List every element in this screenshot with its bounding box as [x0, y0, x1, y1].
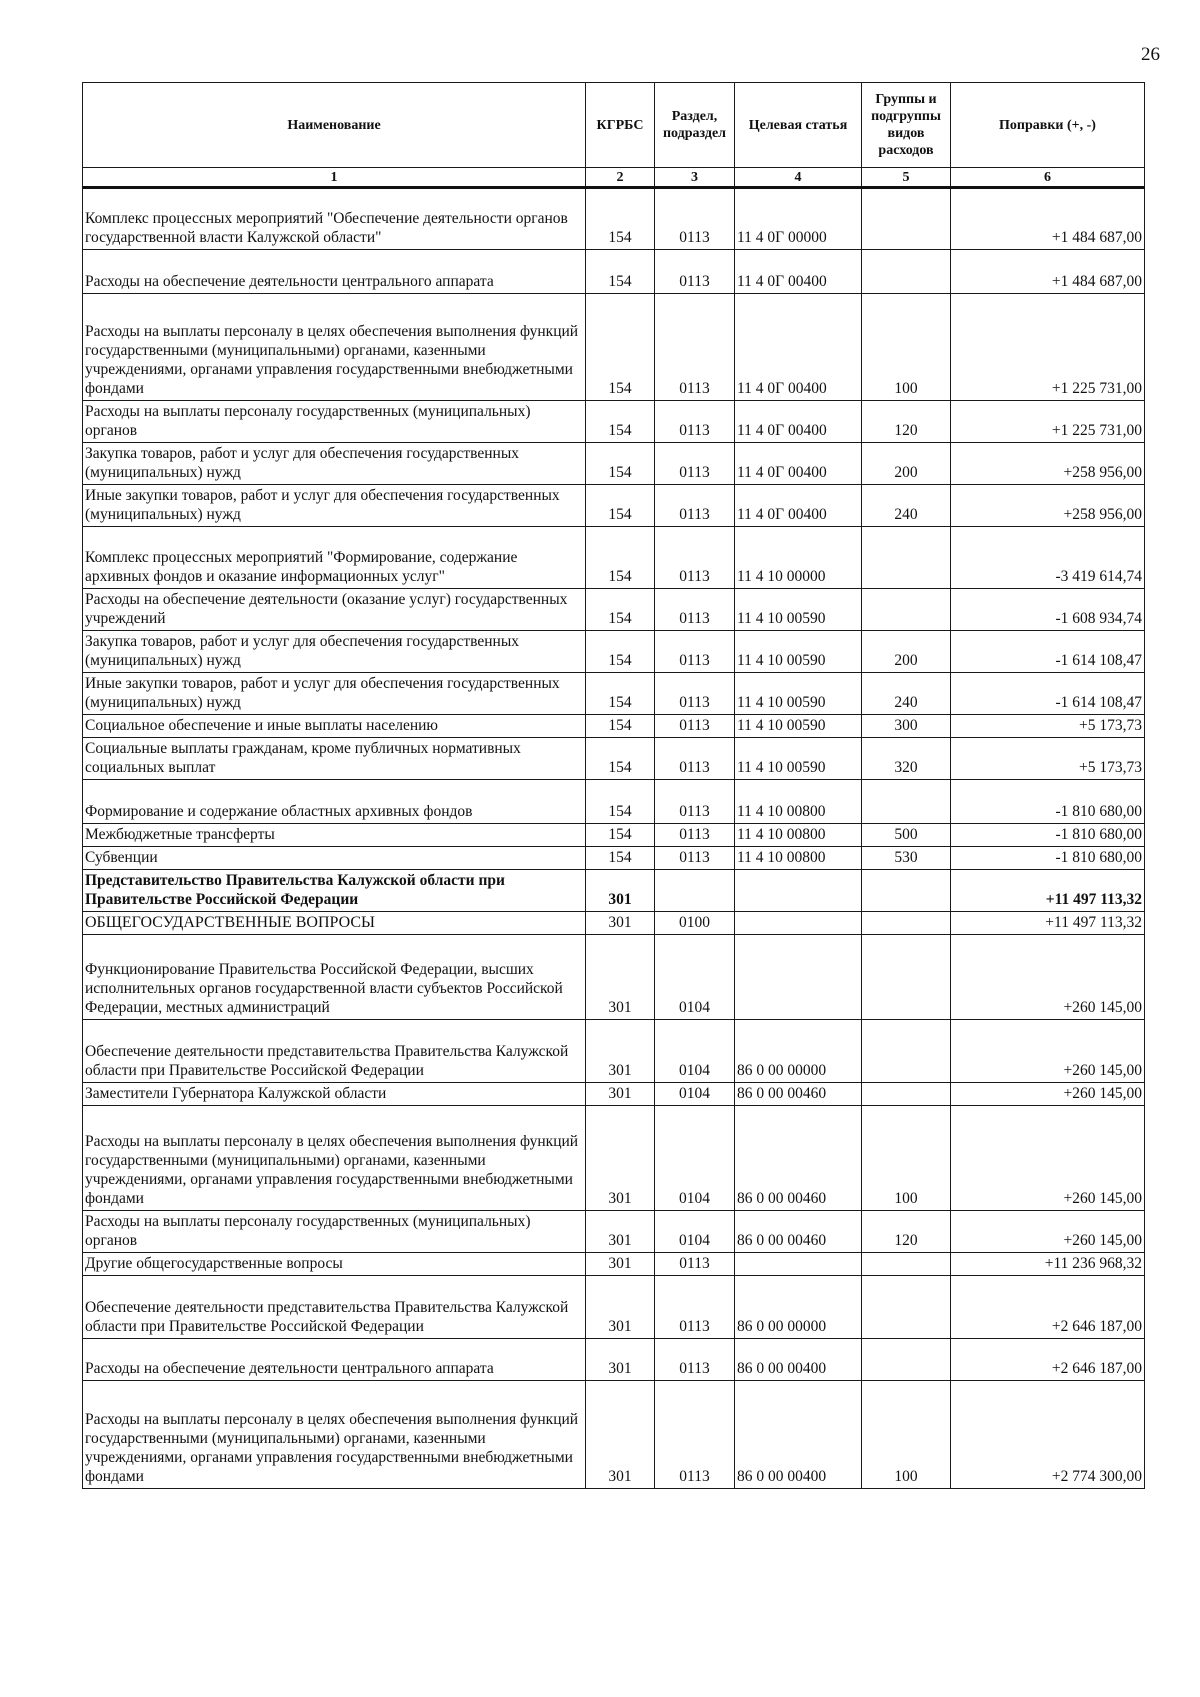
row-kgrbs: 301	[586, 1106, 655, 1211]
row-amount: -1 608 934,74	[951, 589, 1145, 631]
header-name: Наименование	[83, 83, 586, 168]
table-row	[83, 443, 1145, 485]
row-section: 0113	[655, 824, 735, 847]
row-amount: +11 497 113,32	[951, 870, 1145, 912]
row-name: Расходы на обеспечение деятельности центрального аппарата	[83, 1339, 586, 1381]
col-number: 6	[951, 168, 1145, 188]
row-kgrbs: 154	[586, 673, 655, 715]
table-row	[83, 294, 1145, 401]
row-group: 100	[862, 1381, 951, 1489]
row-amount: +260 145,00	[951, 1020, 1145, 1083]
row-section: 0113	[655, 294, 735, 401]
table-row	[83, 847, 1145, 870]
row-kgrbs: 154	[586, 715, 655, 738]
row-group	[862, 188, 951, 250]
row-amount: +260 145,00	[951, 1106, 1145, 1211]
row-amount: -1 810 680,00	[951, 847, 1145, 870]
row-target: 11 4 10 00800	[735, 780, 862, 824]
row-name: Другие общегосударственные вопросы	[83, 1253, 586, 1276]
row-name: Иные закупки товаров, работ и услуг для обеспечения государственных (муниципальных) нужд	[83, 485, 586, 527]
row-amount: -1 614 108,47	[951, 631, 1145, 673]
row-amount: +5 173,73	[951, 738, 1145, 780]
row-name: ОБЩЕГОСУДАРСТВЕННЫЕ ВОПРОСЫ	[83, 912, 586, 935]
row-section: 0113	[655, 780, 735, 824]
table-row	[83, 1339, 1145, 1381]
row-amount: +1 484 687,00	[951, 250, 1145, 294]
row-target: 11 4 0Г 00400	[735, 443, 862, 485]
row-name: Обеспечение деятельности представительства Правительства Калужской области при Правительстве Российской Федерации	[83, 1020, 586, 1083]
table-row	[83, 631, 1145, 673]
row-name: Функционирование Правительства Российской Федерации, высших исполнительных органов государственной власти субъектов Российской Федерации, местных администраций	[83, 935, 586, 1020]
row-amount: +258 956,00	[951, 485, 1145, 527]
row-kgrbs: 154	[586, 188, 655, 250]
header-target: Целевая статья	[735, 83, 862, 168]
row-group	[862, 912, 951, 935]
row-section: 0113	[655, 1253, 735, 1276]
row-section: 0113	[655, 401, 735, 443]
row-target: 11 4 10 00000	[735, 527, 862, 589]
row-section: 0113	[655, 250, 735, 294]
row-name: Расходы на выплаты персоналу в целях обеспечения выполнения функций государственными (муниципальными) органами, казенными учреждениями, органами управления государственными внебюджетными фондами	[83, 294, 586, 401]
row-name: Закупка товаров, работ и услуг для обеспечения государственных (муниципальных) нужд	[83, 443, 586, 485]
table-row	[83, 1253, 1145, 1276]
row-target: 86 0 00 00400	[735, 1381, 862, 1489]
row-kgrbs: 301	[586, 1276, 655, 1339]
row-section: 0113	[655, 443, 735, 485]
row-group: 240	[862, 485, 951, 527]
row-kgrbs: 301	[586, 870, 655, 912]
row-group: 200	[862, 631, 951, 673]
row-kgrbs: 154	[586, 527, 655, 589]
row-target: 11 4 10 00590	[735, 715, 862, 738]
row-group	[862, 1253, 951, 1276]
table-row	[83, 935, 1145, 1020]
col-number: 3	[655, 168, 735, 188]
row-name: Закупка товаров, работ и услуг для обеспечения государственных (муниципальных) нужд	[83, 631, 586, 673]
row-section: 0104	[655, 935, 735, 1020]
row-kgrbs: 154	[586, 401, 655, 443]
row-target: 11 4 10 00800	[735, 824, 862, 847]
row-amount: +260 145,00	[951, 1083, 1145, 1106]
table-row	[83, 1381, 1145, 1489]
table-row	[83, 1276, 1145, 1339]
row-amount: +260 145,00	[951, 935, 1145, 1020]
table-row	[83, 715, 1145, 738]
row-kgrbs: 301	[586, 1020, 655, 1083]
table-row	[83, 589, 1145, 631]
row-group: 120	[862, 401, 951, 443]
row-target	[735, 1253, 862, 1276]
row-section: 0113	[655, 715, 735, 738]
table-row	[83, 188, 1145, 250]
row-group	[862, 870, 951, 912]
row-target	[735, 912, 862, 935]
row-amount: +2 646 187,00	[951, 1339, 1145, 1381]
row-amount: +2 774 300,00	[951, 1381, 1145, 1489]
row-section: 0113	[655, 1381, 735, 1489]
row-name: Обеспечение деятельности представительства Правительства Калужской области при Правительстве Российской Федерации	[83, 1276, 586, 1339]
row-section: 0113	[655, 485, 735, 527]
table-body	[83, 188, 1145, 1489]
row-name: Представительство Правительства Калужской области при Правительстве Российской Федерации	[83, 870, 586, 912]
row-group: 100	[862, 294, 951, 401]
row-target: 11 4 0Г 00400	[735, 485, 862, 527]
row-kgrbs: 301	[586, 1253, 655, 1276]
table-row	[83, 780, 1145, 824]
table-row	[83, 485, 1145, 527]
row-section: 0104	[655, 1211, 735, 1253]
row-amount: -3 419 614,74	[951, 527, 1145, 589]
row-kgrbs: 301	[586, 935, 655, 1020]
row-amount: +1 484 687,00	[951, 188, 1145, 250]
row-kgrbs: 301	[586, 1381, 655, 1489]
row-target	[735, 870, 862, 912]
row-target: 11 4 10 00590	[735, 631, 862, 673]
header-group: Группы и подгруппы видов расходов	[862, 83, 951, 168]
row-section: 0113	[655, 589, 735, 631]
row-group	[862, 1020, 951, 1083]
table-row	[83, 824, 1145, 847]
row-name: Межбюджетные трансферты	[83, 824, 586, 847]
row-kgrbs: 301	[586, 1339, 655, 1381]
row-amount: -1 614 108,47	[951, 673, 1145, 715]
row-target: 11 4 10 00590	[735, 673, 862, 715]
table-row	[83, 738, 1145, 780]
row-amount: +258 956,00	[951, 443, 1145, 485]
row-kgrbs: 154	[586, 631, 655, 673]
row-group	[862, 589, 951, 631]
row-section	[655, 870, 735, 912]
row-kgrbs: 154	[586, 589, 655, 631]
row-section: 0104	[655, 1106, 735, 1211]
row-group: 500	[862, 824, 951, 847]
row-name: Социальные выплаты гражданам, кроме публичных нормативных социальных выплат	[83, 738, 586, 780]
row-amount: -1 810 680,00	[951, 824, 1145, 847]
row-name: Социальное обеспечение и иные выплаты населению	[83, 715, 586, 738]
row-target: 11 4 10 00590	[735, 589, 862, 631]
row-kgrbs: 301	[586, 1211, 655, 1253]
table-row	[83, 250, 1145, 294]
row-group: 120	[862, 1211, 951, 1253]
row-group: 200	[862, 443, 951, 485]
row-section: 0104	[655, 1083, 735, 1106]
row-group: 100	[862, 1106, 951, 1211]
row-section: 0113	[655, 631, 735, 673]
row-kgrbs: 154	[586, 294, 655, 401]
row-target: 86 0 00 00000	[735, 1276, 862, 1339]
page-number: 26	[1141, 44, 1160, 65]
header-kgrbs: КГРБС	[586, 83, 655, 168]
row-group	[862, 250, 951, 294]
row-name: Комплекс процессных мероприятий "Формирование, содержание архивных фондов и оказание информационных услуг"	[83, 527, 586, 589]
row-kgrbs: 301	[586, 912, 655, 935]
table-row	[83, 1020, 1145, 1083]
row-name: Расходы на обеспечение деятельности (оказание услуг) государственных учреждений	[83, 589, 586, 631]
row-group	[862, 780, 951, 824]
row-name: Комплекс процессных мероприятий "Обеспечение деятельности органов государственной власти Калужской области"	[83, 188, 586, 250]
row-amount: +11 497 113,32	[951, 912, 1145, 935]
row-group: 300	[862, 715, 951, 738]
row-section: 0113	[655, 527, 735, 589]
row-name: Расходы на выплаты персоналу государственных (муниципальных) органов	[83, 401, 586, 443]
row-section: 0113	[655, 673, 735, 715]
row-target: 86 0 00 00400	[735, 1339, 862, 1381]
table-row	[83, 912, 1145, 935]
table-row	[83, 401, 1145, 443]
row-section: 0113	[655, 738, 735, 780]
row-section: 0113	[655, 1339, 735, 1381]
row-kgrbs: 154	[586, 250, 655, 294]
col-number: 1	[83, 168, 586, 188]
row-target: 11 4 10 00800	[735, 847, 862, 870]
row-name: Расходы на выплаты персоналу в целях обеспечения выполнения функций государственными (муниципальными) органами, казенными учреждениями, органами управления государственными внебюджетными фондами	[83, 1381, 586, 1489]
row-group	[862, 1083, 951, 1106]
row-target	[735, 935, 862, 1020]
row-target: 11 4 0Г 00400	[735, 250, 862, 294]
table-row	[83, 1211, 1145, 1253]
table-row	[83, 1083, 1145, 1106]
row-group: 320	[862, 738, 951, 780]
row-name: Формирование и содержание областных архивных фондов	[83, 780, 586, 824]
row-name: Субвенции	[83, 847, 586, 870]
row-kgrbs: 154	[586, 824, 655, 847]
table-row	[83, 870, 1145, 912]
row-target: 11 4 0Г 00400	[735, 401, 862, 443]
row-name: Иные закупки товаров, работ и услуг для обеспечения государственных (муниципальных) нужд	[83, 673, 586, 715]
row-target: 11 4 10 00590	[735, 738, 862, 780]
col-number: 4	[735, 168, 862, 188]
col-number: 2	[586, 168, 655, 188]
budget-amendments-table	[82, 82, 1145, 1489]
row-amount: +260 145,00	[951, 1211, 1145, 1253]
table-row	[83, 527, 1145, 589]
row-group	[862, 1339, 951, 1381]
header-section: Раздел, подраздел	[655, 83, 735, 168]
row-group	[862, 1276, 951, 1339]
row-group	[862, 527, 951, 589]
table-row	[83, 1106, 1145, 1211]
row-section: 0104	[655, 1020, 735, 1083]
row-name: Расходы на выплаты персоналу в целях обеспечения выполнения функций государственными (муниципальными) органами, казенными учреждениями, органами управления государственными внебюджетными фондами	[83, 1106, 586, 1211]
row-amount: +11 236 968,32	[951, 1253, 1145, 1276]
row-section: 0113	[655, 188, 735, 250]
row-target: 86 0 00 00460	[735, 1106, 862, 1211]
row-kgrbs: 301	[586, 1083, 655, 1106]
row-group: 240	[862, 673, 951, 715]
row-section: 0113	[655, 1276, 735, 1339]
row-group	[862, 935, 951, 1020]
header-amount: Поправки (+, -)	[951, 83, 1145, 168]
row-target: 86 0 00 00460	[735, 1211, 862, 1253]
row-amount: -1 810 680,00	[951, 780, 1145, 824]
row-name: Заместители Губернатора Калужской области	[83, 1083, 586, 1106]
row-target: 11 4 0Г 00400	[735, 294, 862, 401]
row-amount: +1 225 731,00	[951, 401, 1145, 443]
row-group: 530	[862, 847, 951, 870]
row-target: 11 4 0Г 00000	[735, 188, 862, 250]
row-section: 0113	[655, 847, 735, 870]
row-kgrbs: 154	[586, 738, 655, 780]
row-amount: +5 173,73	[951, 715, 1145, 738]
col-number: 5	[862, 168, 951, 188]
table-row	[83, 673, 1145, 715]
row-kgrbs: 154	[586, 847, 655, 870]
row-section: 0100	[655, 912, 735, 935]
row-name: Расходы на обеспечение деятельности центрального аппарата	[83, 250, 586, 294]
row-kgrbs: 154	[586, 780, 655, 824]
row-name: Расходы на выплаты персоналу государственных (муниципальных) органов	[83, 1211, 586, 1253]
row-target: 86 0 00 00460	[735, 1083, 862, 1106]
row-kgrbs: 154	[586, 485, 655, 527]
row-amount: +1 225 731,00	[951, 294, 1145, 401]
row-kgrbs: 154	[586, 443, 655, 485]
row-amount: +2 646 187,00	[951, 1276, 1145, 1339]
row-target: 86 0 00 00000	[735, 1020, 862, 1083]
